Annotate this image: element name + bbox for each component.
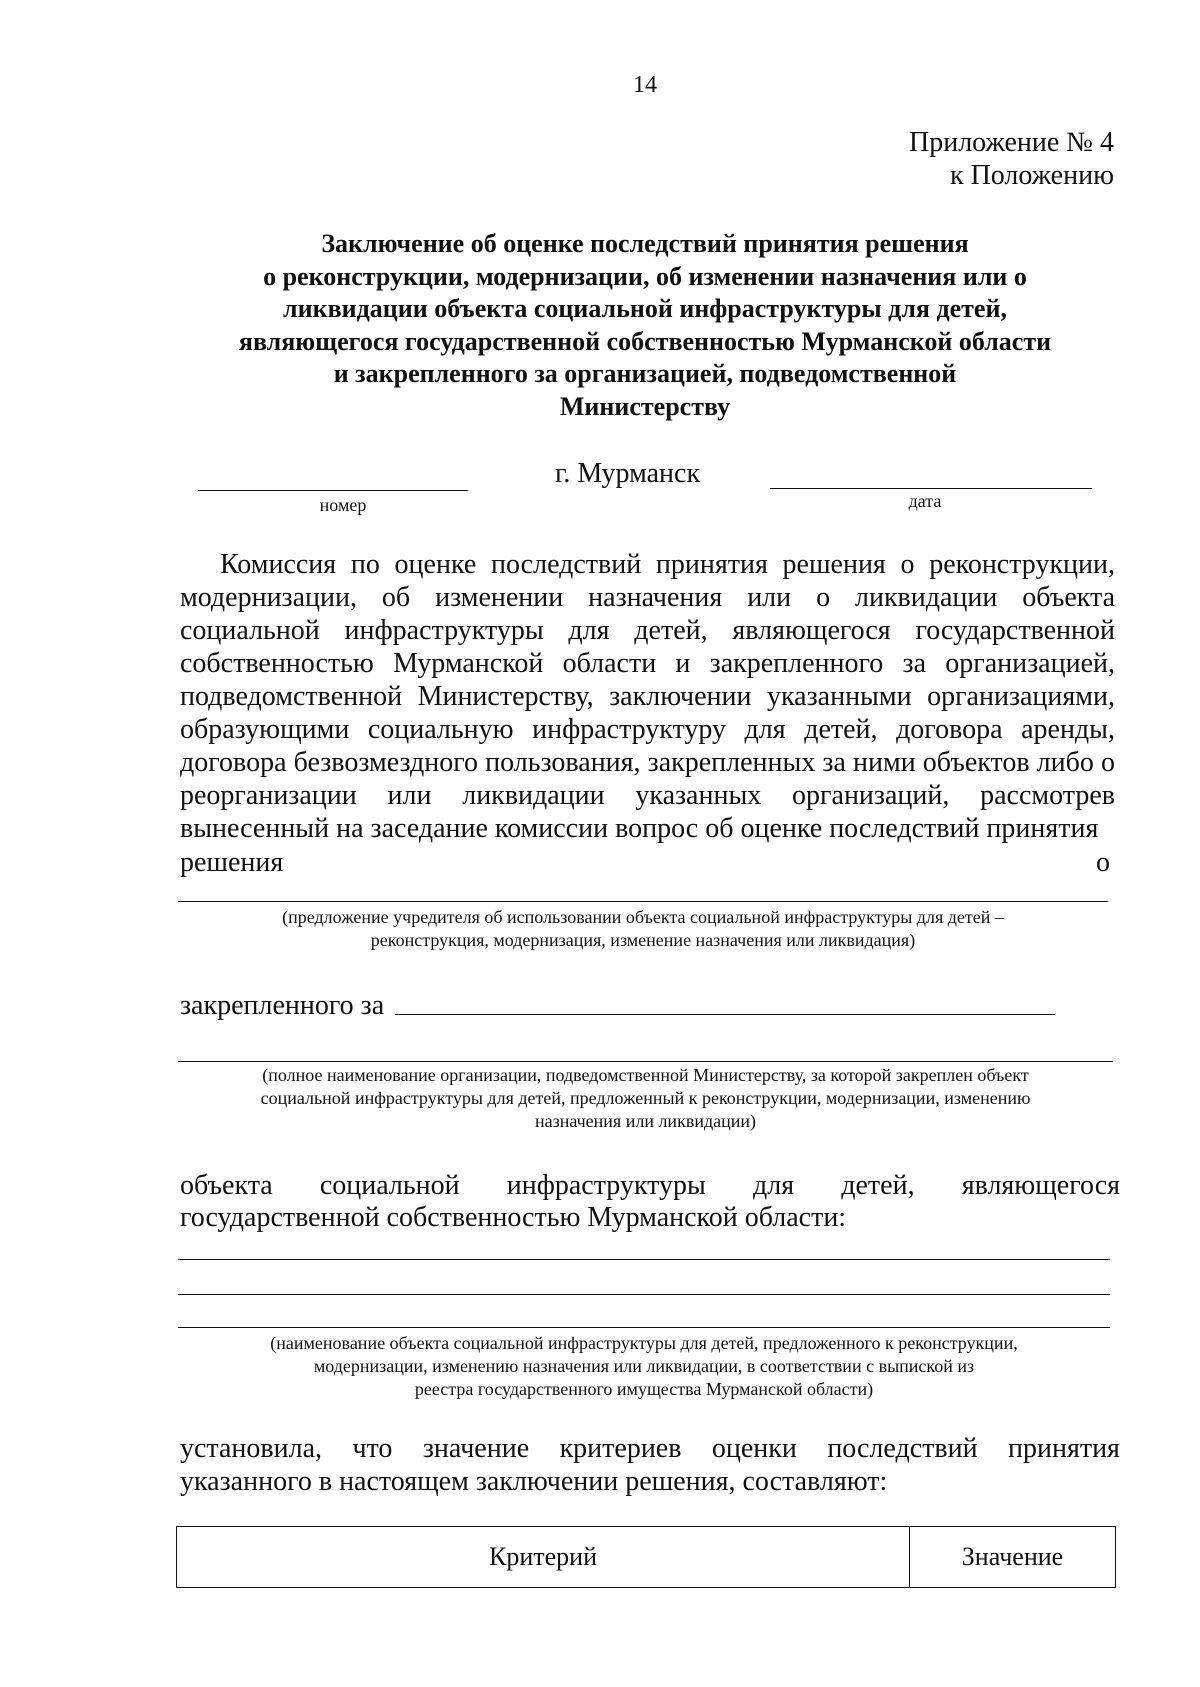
date-caption: дата — [908, 491, 942, 511]
title-line: и закрепленного за организацией, подведомственной — [333, 359, 957, 388]
object-caption — [178, 1332, 1110, 1401]
city-name: г. Мурманск — [555, 458, 701, 489]
caption-line: назначения или ликвидации) — [534, 1111, 756, 1131]
document-title — [150, 228, 1140, 423]
title-line: ликвидации объекта социальной инфраструктуры для детей, — [283, 294, 1007, 323]
word: что — [352, 1433, 393, 1464]
word: значение — [422, 1433, 530, 1464]
main-paragraph-text: Комиссия по оценке последствий принятия решения о реконструкции, модернизации, об изменении назначения или о ликвидации объекта социальной инфраструктуры для детей, являющегося государственной собственностью Мурманской области и закрепленного за организацией, подведомственной Министерству, заключении указанными организациями, образующими социальную инфраструктуру для детей, договора аренды, договора безвозмездного пользования, закрепленных за ними объектов либо о реорганизации или ликвидации указанных организаций, рассмотрев вынесенный на заседание комиссии вопрос об оценке последствий принятия — [180, 549, 1115, 844]
value-column-header: Значение — [910, 1527, 1116, 1588]
conclusion-paragraph-line2: указанного в настоящем заключении решения, составляют: — [180, 1466, 888, 1497]
number-field-line — [198, 490, 468, 491]
decision-suffix: о — [1096, 847, 1110, 878]
caption-line: реконструкция, модернизация, изменение назначения или ликвидация) — [370, 930, 916, 950]
assigned-label: закрепленного за — [180, 990, 385, 1021]
criteria-table — [176, 1526, 1116, 1588]
date-field-line — [770, 488, 1092, 489]
caption-line: модернизации, изменению назначения или ликвидации, в соответствии с выпиской из — [313, 1356, 975, 1376]
object-field-line-1 — [178, 1259, 1110, 1260]
word: установила, — [180, 1433, 323, 1464]
table-header-row — [177, 1527, 1116, 1588]
page-number: 14 — [633, 72, 657, 98]
criterion-column-header: Критерий — [177, 1527, 910, 1588]
word: объекта — [180, 1170, 273, 1201]
organization-caption — [178, 1064, 1113, 1133]
word: являющегося — [961, 1170, 1120, 1201]
word: последствий — [827, 1433, 978, 1464]
number-caption: номер — [319, 495, 367, 515]
word: оценки — [711, 1433, 797, 1464]
conclusion-paragraph-line — [180, 1433, 1120, 1465]
title-line: Министерству — [559, 391, 731, 421]
caption-line: социальной инфраструктуры для детей, предложенный к реконструкции, модернизации, изменению — [260, 1088, 1031, 1108]
caption-line: реестра государственного имущества Мурманской области) — [414, 1379, 874, 1399]
organization-field-line-2 — [178, 1061, 1113, 1062]
object-paragraph-line2: государственной собственностью Мурманской области: — [180, 1202, 847, 1233]
title-line: Заключение об оценке последствий принятия решения — [321, 229, 969, 258]
word: инфраструктуры — [506, 1170, 706, 1201]
word: критериев — [559, 1433, 682, 1464]
object-field-line-3 — [178, 1327, 1110, 1328]
decision-line — [180, 847, 1115, 879]
object-paragraph-line — [180, 1170, 1120, 1202]
caption-line: (полное наименование организации, подведомственной Министерству, за которой закреплен объект — [262, 1065, 1029, 1085]
appendix-line: Приложение № 4 — [909, 127, 1114, 158]
proposal-caption — [178, 906, 1108, 952]
object-field-line-2 — [178, 1294, 1110, 1295]
decision-label: решения — [180, 847, 284, 878]
organization-field-line — [395, 1014, 1055, 1015]
main-paragraph — [180, 548, 1115, 845]
word: социальной — [319, 1170, 460, 1201]
word: детей, — [841, 1170, 915, 1201]
word: для — [753, 1170, 795, 1201]
proposal-field-line — [178, 901, 1108, 902]
caption-line: (наименование объекта социальной инфраструктуры для детей, предложенного к реконструкции, — [270, 1333, 1018, 1353]
caption-line: (предложение учредителя об использовании объекта социальной инфраструктуры для детей – — [282, 907, 1004, 927]
appendix-reference — [909, 126, 1114, 192]
appendix-line: к Положению — [949, 160, 1114, 191]
title-line: о реконструкции, модернизации, об изменении назначения или о — [263, 261, 1027, 291]
word: принятия — [1008, 1433, 1120, 1464]
title-line: являющегося государственной собственностью Мурманской области — [238, 326, 1052, 356]
